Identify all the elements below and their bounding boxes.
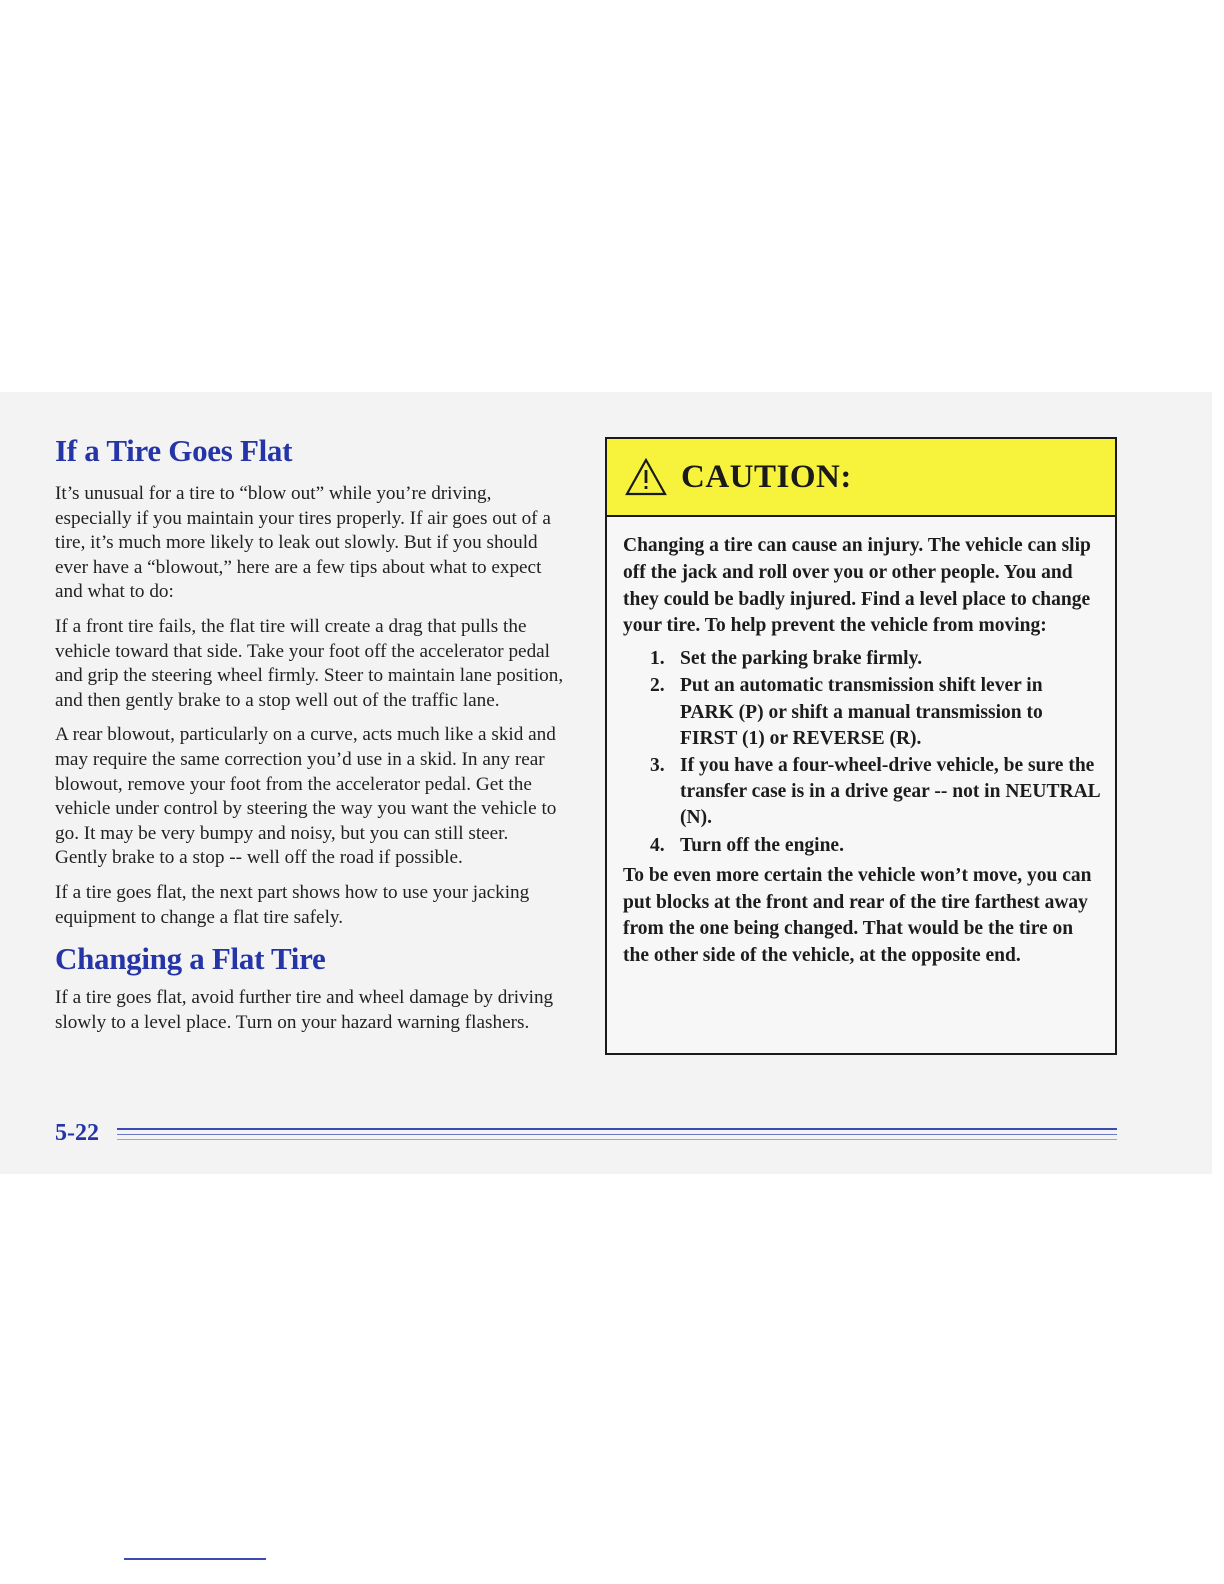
paragraph: It’s unusual for a tire to “blow out” while you’re driving, especially if you maintain your tires properly. If air goes out of a tire, it’s much more likely to leak out slowly. But if you should ever have a “blowout,” here are a few tips about what to expect and what to do:	[55, 483, 551, 603]
page-footer	[55, 1120, 1118, 1152]
list-item: 4. Turn off the engine.	[650, 834, 844, 856]
caution-title: CAUTION:	[681, 458, 852, 495]
list-item: 3. If you have a four-wheel-drive vehicle, be sure the transfer case is in a drive gear -- not in NEUTRAL (N).	[650, 755, 1100, 829]
footer-rule	[117, 1134, 1117, 1135]
caution-box	[605, 437, 1117, 1055]
list-item: 1. Set the parking brake firmly.	[650, 648, 923, 670]
list-item: 2. Put an automatic transmission shift lever in PARK (P) or shift a manual transmission to FIRST (1) or REVERSE (R).	[650, 675, 1043, 749]
caution-header	[607, 439, 1115, 517]
footer-rule	[117, 1139, 1117, 1140]
caution-intro: Changing a tire can cause an injury. The vehicle can slip off the jack and roll over you or other people. You and they could be badly injured. Find a level place to change your tire. To help prevent the vehicle from moving:	[623, 535, 1091, 637]
bottom-divider	[124, 1558, 266, 1560]
section-title-tire-flat: If a Tire Goes Flat	[55, 433, 293, 468]
paragraph: A rear blowout, particularly on a curve, acts much like a skid and may require the same correction you’d use in a skid. In any rear blowout, remove your foot from the accelerator pedal. Get the vehicle under control by steering the way you want the vehicle to go. It may be very bumpy and noisy, but you can still steer. Gently brake to a stop -- well off the road if possible.	[55, 724, 557, 869]
caution-body	[607, 517, 1115, 970]
left-column	[55, 432, 565, 1045]
caution-steps	[623, 646, 1101, 859]
caution-outro: To be even more certain the vehicle won’t move, you can put blocks at the front and rear of the tire farthest away from the one being changed. That would be the tire on the other side of the vehicle, at the opposite end.	[623, 864, 1092, 967]
paragraph: If a tire goes flat, avoid further tire and wheel damage by driving slowly to a level place. Turn on your hazard warning flashers.	[55, 987, 554, 1033]
paragraph: If a tire goes flat, the next part shows how to use your jacking equipment to change a flat tire safely.	[55, 881, 530, 928]
footer-rule	[117, 1128, 1117, 1130]
section-title-changing-tire: Changing a Flat Tire	[55, 941, 326, 977]
paragraph: If a front tire fails, the flat tire will create a drag that pulls the vehicle toward that side. Take your foot off the accelerator pedal and grip the steering wheel firmly. Steer to maintain lane position, and then gently brake to a stop well out of the traffic lane.	[55, 615, 564, 711]
warning-triangle-icon	[625, 458, 667, 496]
page-number: 5-22	[55, 1120, 99, 1146]
